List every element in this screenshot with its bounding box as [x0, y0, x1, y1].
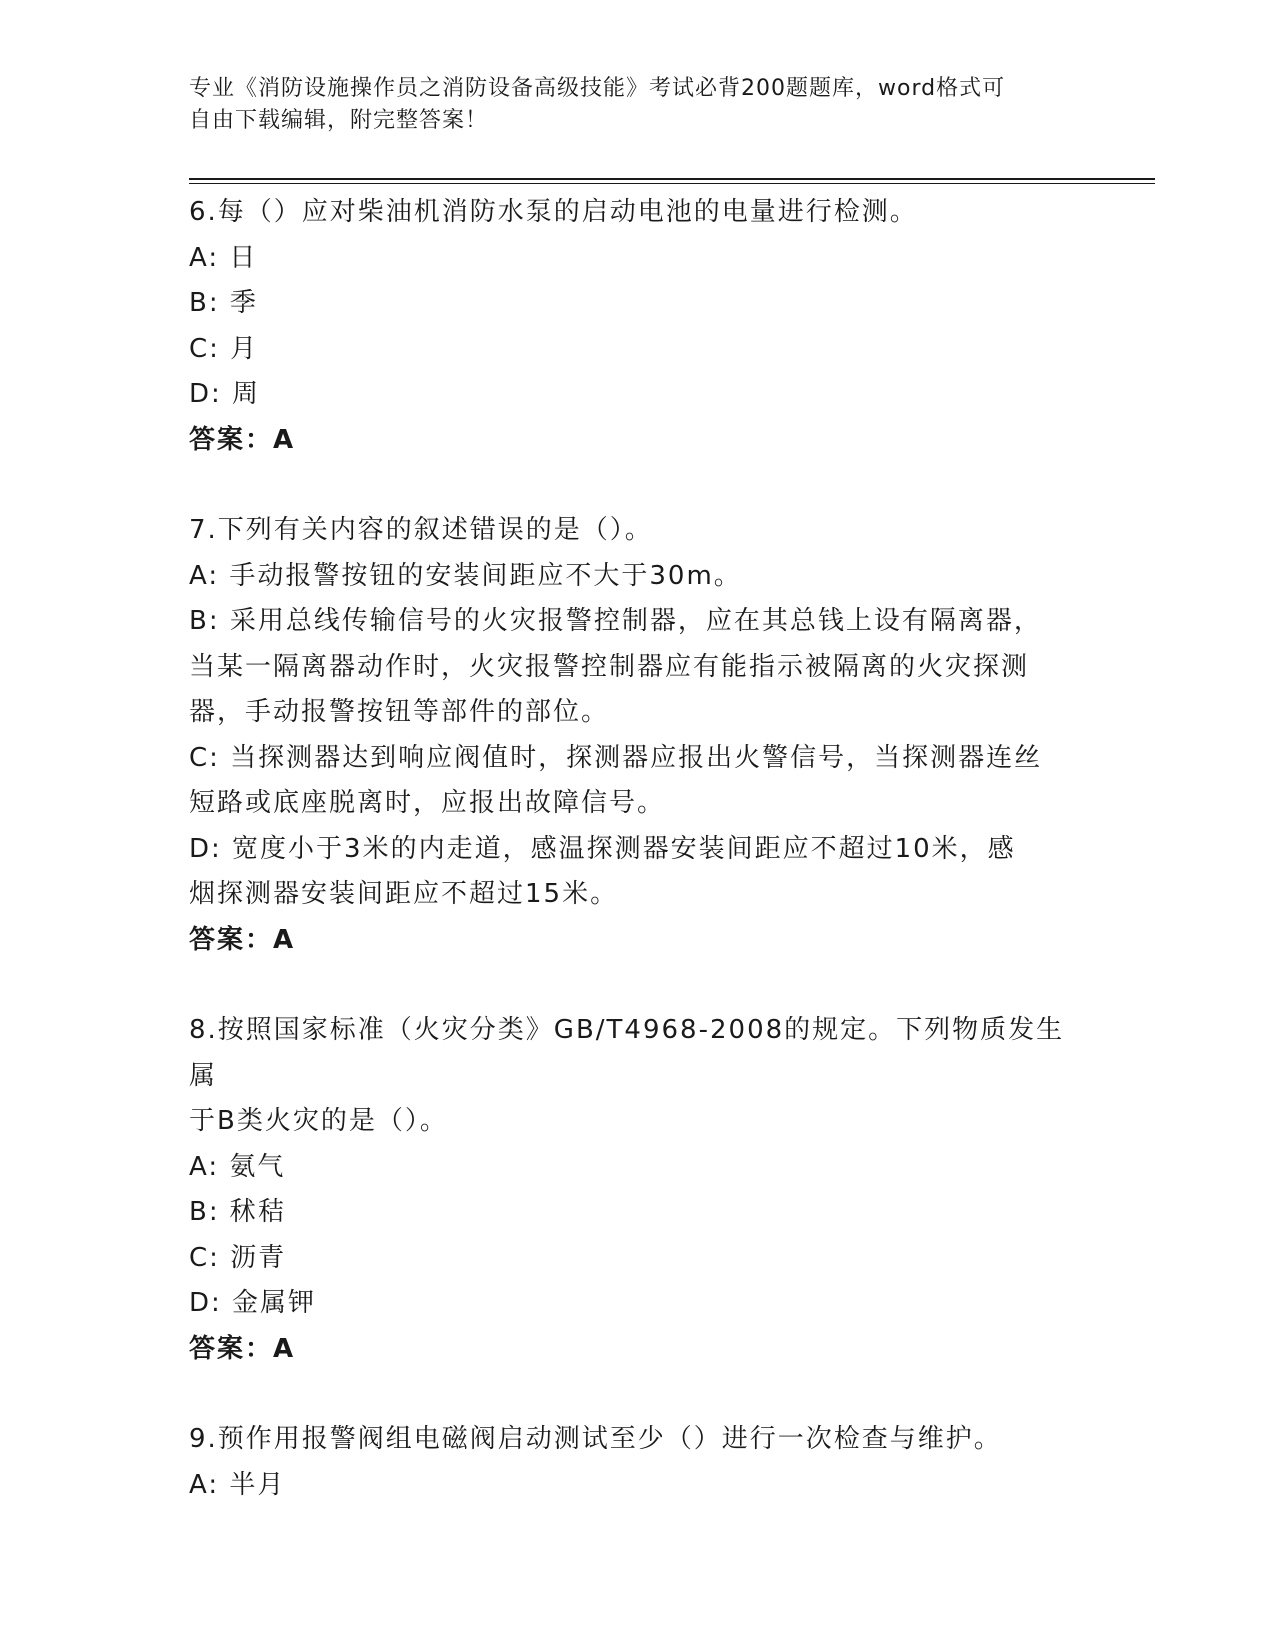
- option-text: A: 手动报警按钮的安装间距应不大于30m。: [189, 560, 742, 591]
- option-text: B: 秫秸: [189, 1197, 286, 1227]
- header-rule-thick: [189, 178, 1155, 180]
- option-text: 器，手动报警按钮等部件的部位。: [189, 697, 610, 727]
- option-text: C: 沥青: [189, 1242, 287, 1273]
- option-text: 短路或底座脱离时，应报出故障信号。: [189, 788, 666, 818]
- question-text: 7.下列有关内容的叙述错误的是（）。: [189, 515, 653, 545]
- question-block: [189, 1417, 1089, 1508]
- answer-label: 答案：A: [189, 424, 296, 455]
- question-block: [189, 1008, 1089, 1372]
- option-text: 烟探测器安装间距应不超过15米。: [189, 879, 619, 909]
- answer-label: 答案：A: [189, 1333, 296, 1364]
- option-text: C: 当探测器达到响应阀值时，探测器应报出火警信号，当探测器连丝: [189, 742, 1043, 773]
- option-text: B: 采用总线传输信号的火灾报警控制器，应在其总钱上设有隔离器，: [189, 606, 1042, 636]
- question-block: [189, 508, 1089, 963]
- header-line-2: 自由下载编辑，附完整答案！: [189, 108, 489, 133]
- question-list: [189, 190, 1089, 1553]
- question-block: [189, 190, 1089, 463]
- option-text: C: 月: [189, 333, 259, 364]
- question-text: 8.按照国家标准（火灾分类》GB/T4968-2008的规定。下列物质发生属: [189, 1015, 1065, 1091]
- header-line-1: 专业《消防设施操作员之消防设备高级技能》考试必背200题题库，word格式可: [189, 76, 1006, 101]
- option-text: 当某一隔离器动作时，火灾报警控制器应有能指示被隔离的火灾探测: [189, 651, 1030, 682]
- option-text: D: 宽度小于3米的内走道，感温探测器安装间距应不超过10米，感: [189, 833, 1016, 864]
- document-header: [189, 73, 1069, 137]
- question-text: 9.预作用报警阀组电磁阀启动测试至少（）进行一次检查与维护。: [189, 1424, 1002, 1454]
- option-text: A: 氨气: [189, 1151, 286, 1182]
- question-text: 于B类火灾的是（）。: [189, 1106, 448, 1136]
- option-text: D: 金属钾: [189, 1288, 317, 1318]
- header-rule-thin: [189, 183, 1155, 184]
- option-text: D: 周: [189, 379, 261, 409]
- answer-label: 答案：A: [189, 924, 296, 955]
- option-text: A: 日: [189, 242, 258, 273]
- option-text: B: 季: [189, 288, 258, 318]
- option-text: A: 半月: [189, 1469, 286, 1500]
- question-text: 6.每（）应对柴油机消防水泵的启动电池的电量进行检测。: [189, 197, 918, 227]
